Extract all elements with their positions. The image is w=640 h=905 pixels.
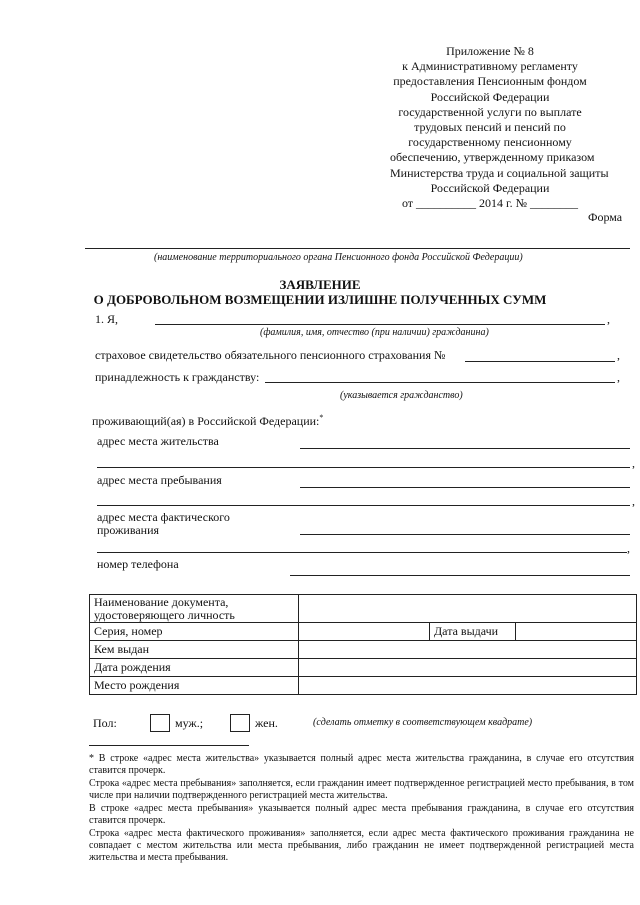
doc-issued-by-label: Кем выдан	[90, 641, 299, 659]
appendix-line: к Административному регламенту	[402, 59, 578, 74]
birth-date-label: Дата рождения	[90, 659, 299, 677]
applicant-caption: (фамилия, имя, отчество (при наличии) гражданина)	[260, 327, 489, 338]
sex-label: Пол:	[93, 716, 117, 730]
citizenship-caption: (указывается гражданство)	[340, 390, 463, 401]
footnote: В строке «адрес места пребывания» указывается полный адрес места пребывания гражданина, в случае его отсутствия ставится прочерк.	[89, 803, 634, 826]
appendix-line: обеспечению, утвержденному приказом	[390, 150, 595, 165]
address-actual-field[interactable]	[300, 534, 630, 535]
footnote-divider	[89, 745, 249, 746]
page-subtitle: О ДОБРОВОЛЬНОМ ВОЗМЕЩЕНИИ ИЗЛИШНЕ ПОЛУЧЕННЫХ СУММ	[93, 292, 547, 307]
address-residence-field[interactable]	[300, 448, 630, 449]
birth-place-label: Место рождения	[90, 677, 299, 695]
doc-issue-date-label: Дата выдачи	[430, 623, 516, 641]
appendix-line: Приложение № 8	[446, 44, 534, 58]
male-checkbox[interactable]	[150, 714, 170, 732]
male-label: муж.;	[175, 716, 204, 730]
phone-field[interactable]	[290, 575, 630, 576]
birth-date-field[interactable]	[299, 659, 637, 677]
comma: ,	[607, 312, 610, 326]
appendix-line: предоставления Пенсионным фондом	[393, 74, 587, 89]
applicant-name-field[interactable]	[155, 324, 605, 325]
footnote: Строка «адрес места фактического проживания» заполняется, если адрес места фактического проживания гражданина не совпадает с местом жительства или места пребывания, либо гражданин не имеет подтвержденной регистрацией места жительства и места пребывания.	[89, 828, 634, 863]
address-actual-label-2: проживания	[97, 523, 160, 537]
page-title: ЗАЯВЛЕНИЕ	[279, 277, 361, 292]
org-caption: (наименование территориального органа Пенсионного фонда Российской Федерации)	[154, 252, 523, 263]
address-stay-label: адрес места пребывания	[97, 473, 222, 487]
citizenship-field[interactable]	[265, 382, 615, 383]
comma: ,	[617, 370, 620, 384]
address-stay-field-2[interactable]	[97, 505, 630, 506]
footnote-mark: *	[319, 413, 324, 422]
form-label: Форма	[588, 210, 623, 224]
doc-series-label: Серия, номер	[90, 623, 299, 641]
residing-label: проживающий(ая) в Российской Федерации:*	[92, 413, 324, 428]
appendix-line: государственной услуги по выплате	[398, 104, 582, 119]
appendix-header	[390, 44, 609, 211]
footnotes	[89, 753, 634, 865]
insurance-number-field[interactable]	[465, 361, 615, 362]
appendix-line: государственному пенсионному	[408, 135, 572, 150]
comma: ,	[632, 456, 635, 470]
phone-label: номер телефона	[97, 557, 179, 571]
comma: ,	[627, 541, 630, 555]
female-label: жен.	[255, 716, 278, 730]
citizenship-label: принадлежность к гражданству:	[95, 370, 260, 384]
doc-name-label: Наименование документа, удостоверяющего личность	[90, 595, 299, 623]
female-checkbox[interactable]	[230, 714, 250, 732]
appendix-date-line: от __________ 2014 г. № ________	[401, 196, 579, 211]
address-residence-field-2[interactable]	[97, 467, 630, 468]
insurance-label: страховое свидетельство обязательного пенсионного страхования №	[95, 348, 446, 362]
org-name-field[interactable]	[85, 248, 630, 249]
applicant-prefix: 1. Я,	[95, 312, 119, 326]
doc-issue-date-field[interactable]	[516, 623, 637, 641]
appendix-line: Российской Федерации	[430, 89, 550, 104]
appendix-line: трудовых пенсий и пенсий по	[414, 120, 566, 135]
address-actual-field-2[interactable]	[97, 552, 627, 553]
doc-series-field[interactable]	[299, 623, 430, 641]
footnote: * В строке «адрес места жительства» указывается полный адрес места жительства гражданина, в случае его отсутствия ставится прочерк.	[89, 753, 634, 776]
address-stay-field[interactable]	[300, 487, 630, 488]
comma: ,	[617, 348, 620, 362]
address-actual-label-1: адрес места фактического	[97, 510, 230, 524]
doc-name-field[interactable]	[299, 595, 637, 623]
address-residence-label: адрес места жительства	[97, 434, 219, 448]
birth-place-field[interactable]	[299, 677, 637, 695]
appendix-line: Министерства труда и социальной защиты	[390, 165, 609, 180]
appendix-line: Российской Федерации	[430, 180, 550, 195]
doc-issued-by-field[interactable]	[299, 641, 637, 659]
sex-hint: (сделать отметку в соответствующем квадрате)	[313, 717, 533, 728]
footnote: Строка «адрес места пребывания» заполняется, если гражданин имеет подтвержденное регистрацией место пребывания, в том числе при наличии подтвержденного регистрацией места жительства.	[89, 778, 634, 801]
identity-document-table	[89, 594, 637, 695]
comma: ,	[632, 494, 635, 508]
